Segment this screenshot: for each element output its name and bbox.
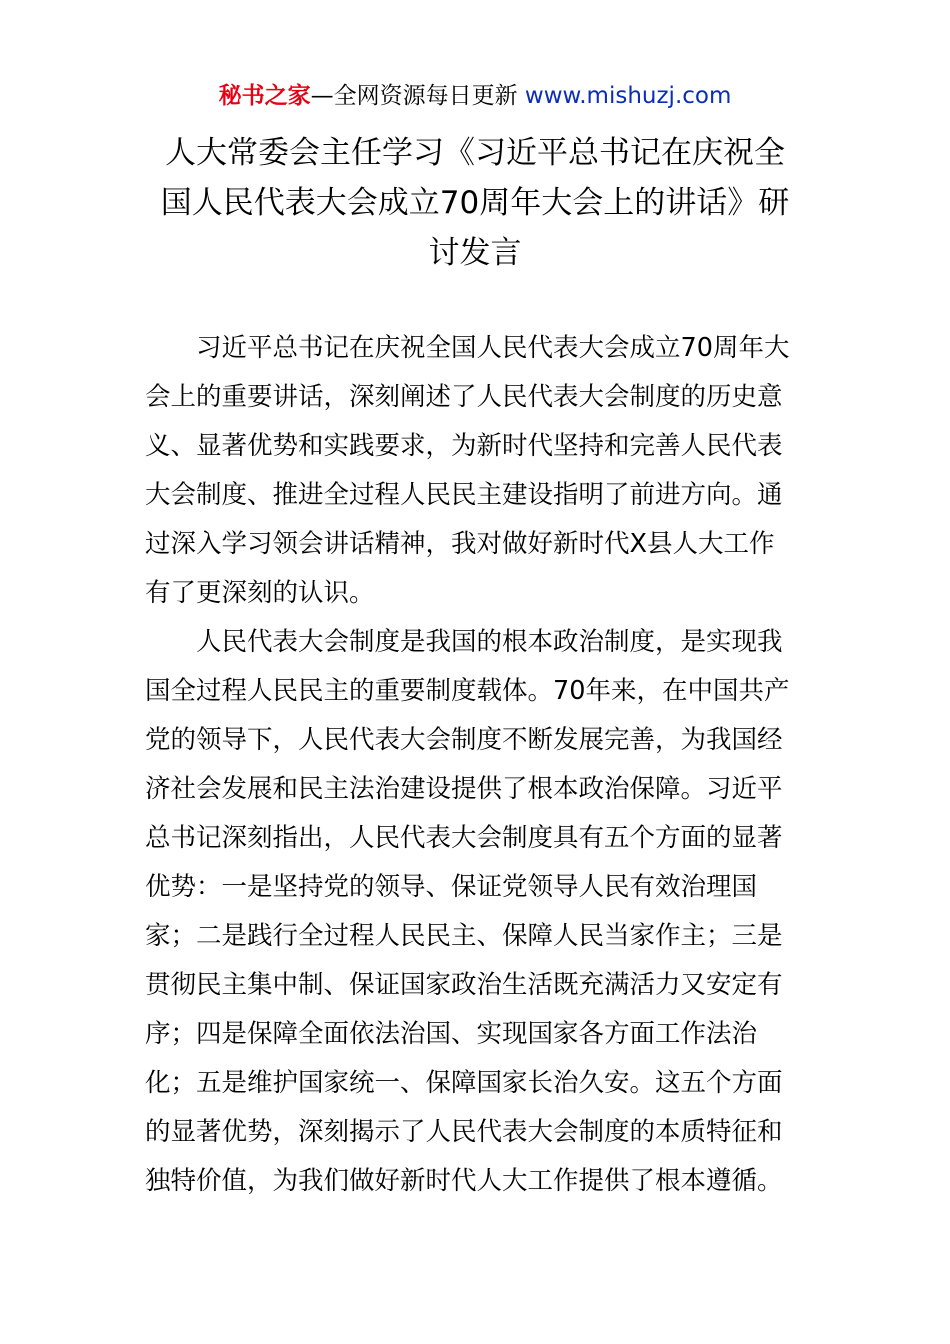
paragraph-line: 总书记深刻指出，人民代表大会制度具有五个方面的显著 [145, 823, 783, 853]
paragraph-line: 习近平总书记在庆祝全国人民代表大会成立70周年大 [196, 333, 790, 363]
paragraph-line: 独特价值，为我们做好新时代人大工作提供了根本遵循。 [145, 1166, 783, 1196]
title-line: 国人民代表大会成立70周年大会上的讲话》研 [160, 185, 790, 221]
document-title [145, 128, 805, 278]
site-url-link[interactable]: www.mishuzj.com [524, 83, 732, 109]
paragraph-line: 义、显著优势和实践要求，为新时代坚持和完善人民代表 [145, 431, 783, 461]
paragraph-line: 过深入学习领会讲话精神，我对做好新时代X县人大工作 [145, 529, 775, 559]
paragraph-1 [145, 324, 810, 618]
document-body [145, 324, 810, 1206]
paragraph-line: 贯彻民主集中制、保证国家政治生活既充满活力又安定有 [145, 970, 783, 1000]
paragraph-line: 家；二是践行全过程人民民主、保障人民当家作主；三是 [145, 921, 783, 951]
site-tagline: —全网资源每日更新 [310, 83, 518, 109]
paragraph-line: 有了更深刻的认识。 [145, 578, 375, 608]
paragraph-line: 党的领导下，人民代表大会制度不断发展完善，为我国经 [145, 725, 783, 755]
paragraph-line: 序；四是保障全面依法治国、实现国家各方面工作法治 [145, 1019, 758, 1049]
paragraph-line: 济社会发展和民主法治建设提供了根本政治保障。习近平 [145, 774, 783, 804]
paragraph-line: 优势：一是坚持党的领导、保证党领导人民有效治理国 [145, 872, 758, 902]
paragraph-2 [145, 618, 810, 1206]
site-brand: 秘书之家 [218, 83, 311, 109]
site-header [0, 80, 950, 112]
paragraph-line: 化；五是维护国家统一、保障国家长治久安。这五个方面 [145, 1068, 783, 1098]
title-line: 讨发言 [428, 235, 522, 271]
title-line: 人大常委会主任学习《习近平总书记在庆祝全 [165, 135, 785, 171]
paragraph-line: 大会制度、推进全过程人民民主建设指明了前进方向。通 [145, 480, 783, 510]
paragraph-line: 人民代表大会制度是我国的根本政治制度，是实现我 [196, 627, 783, 657]
paragraph-line: 会上的重要讲话，深刻阐述了人民代表大会制度的历史意 [145, 382, 783, 412]
paragraph-line: 国全过程人民民主的重要制度载体。70年来，在中国共产 [145, 676, 790, 706]
paragraph-line: 的显著优势，深刻揭示了人民代表大会制度的本质特征和 [145, 1117, 783, 1147]
